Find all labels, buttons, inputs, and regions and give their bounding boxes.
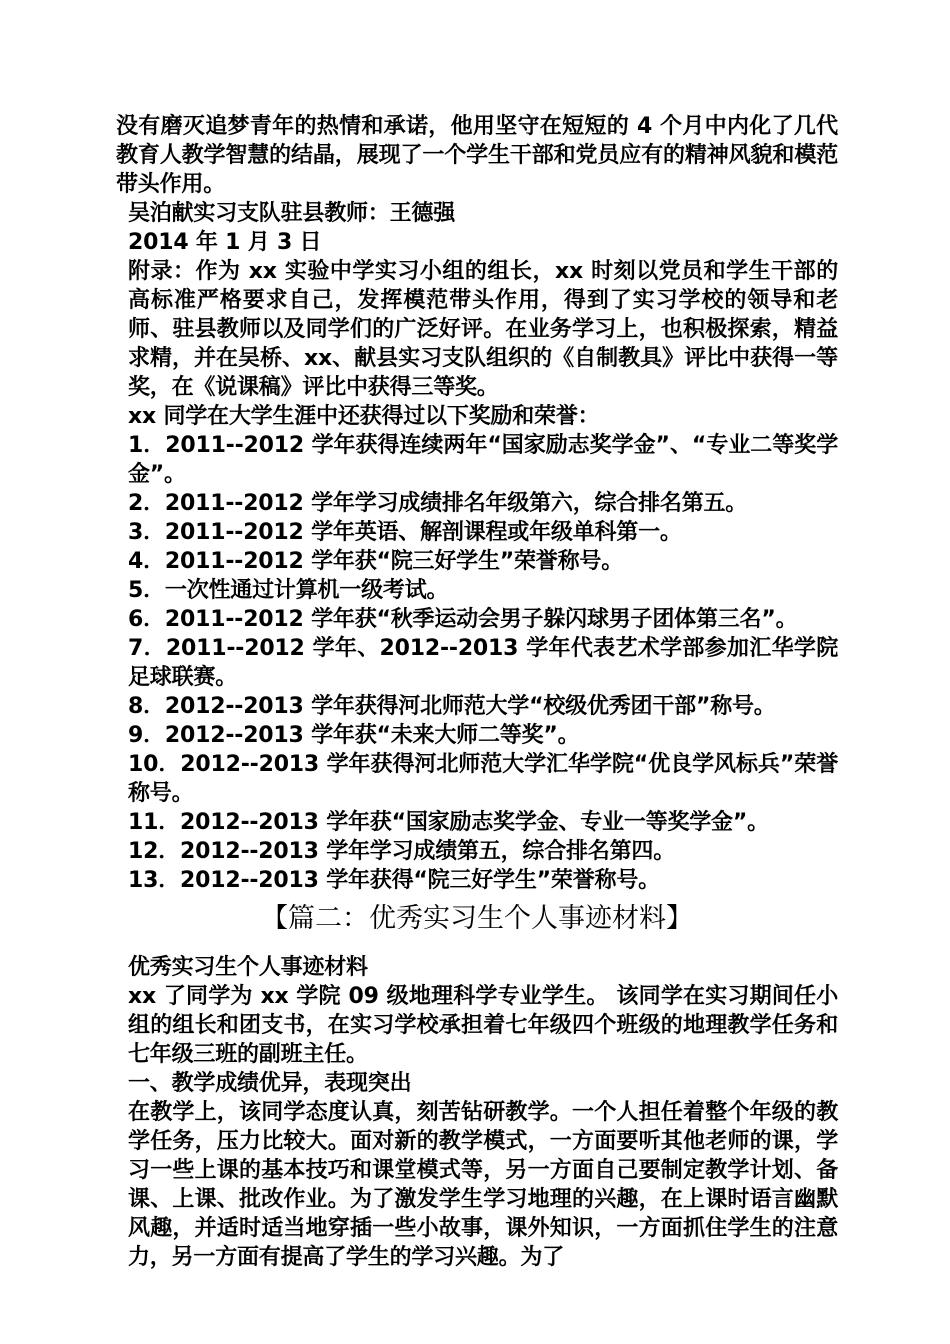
- award-item: 7．2011--2012 学年、2012--2013 学年代表艺术学部参加汇华学院足球联赛。: [128, 636, 838, 690]
- section-heading: 【篇二：优秀实习生个人事迹材料】: [261, 903, 693, 934]
- award-item: 9．2012--2013 学年获“未来大师二等奖”。: [128, 723, 580, 748]
- award-item: 11．2012--2013 学年获“国家励志奖学金、专业一等奖学金”。: [128, 810, 769, 835]
- award-item: 13．2012--2013 学年获得“院三好学生”荣誉称号。: [128, 868, 660, 893]
- award-item: 6．2011--2012 学年获“秋季运动会男子躲闪球男子团体第三名”。: [128, 607, 798, 632]
- award-item: 10．2012--2013 学年获得河北师范大学汇华学院“优良学风标兵”荣誉称号。: [128, 752, 838, 806]
- award-item: 12．2012--2013 学年学习成绩第五，综合排名第四。: [128, 839, 675, 864]
- award-item: 3．2011--2012 学年英语、解剖课程或年级单科第一。: [128, 520, 682, 545]
- section-title: 优秀实习生个人事迹材料: [128, 955, 368, 980]
- awards-intro: xx 同学在大学生涯中还获得过以下奖励和荣誉：: [128, 404, 600, 429]
- document-page: [116, 112, 838, 1272]
- teacher-signature: 吴泊献实习支队驻县教师：王德强: [128, 201, 456, 226]
- award-item: 4．2011--2012 学年获“院三好学生”荣誉称号。: [128, 549, 624, 574]
- awards-list: [116, 431, 838, 895]
- award-item: 2．2011--2012 学年学习成绩排名年级第六，综合排名第五。: [128, 491, 748, 516]
- award-item: 1．2011--2012 学年获得连续两年“国家励志奖学金”、“专业二等奖学金”。: [128, 433, 838, 487]
- body-paragraph: 在教学上，该同学态度认真，刻苦钻研教学。一个人担任着整个年级的教学任务，压力比较大。面对新的教学模式，一方面要听其他老师的课，学习一些上课的基本技巧和课堂模式等，另一方面自己要制定教学计划、备课、上课、批改作业。为了激发学生学习地理的兴趣，在上课时语言幽默风趣，并适时适当地穿插一些小故事，课外知识，一方面抓住学生的注意力，另一方面有提高了学生的学习兴趣。为了: [128, 1100, 838, 1270]
- award-item: 8．2012--2013 学年获得河北师范大学“校级优秀团干部”称号。: [128, 694, 776, 719]
- appendix-paragraph: 附录：作为 xx 实验中学实习小组的组长，xx 时刻以党员和学生干部的高标准严格要求自己，发挥模范带头作用，得到了实习学校的领导和老师、驻县教师以及同学们的广泛好评。在业务学习上，也积极探索，精益求精，并在吴桥、xx、献县实习支队组织的《自制教具》评比中获得一等奖，在《说课稿》评比中获得三等奖。: [128, 259, 838, 400]
- signature-date: 2014 年 1 月 3 日: [128, 230, 322, 255]
- subheading: 一、教学成绩优异，表现突出: [128, 1071, 412, 1096]
- intro-paragraph: xx 了同学为 xx 学院 09 级地理科学专业学生。 该同学在实习期间任小组的组长和团支书，在实习学校承担着七年级四个班级的地理教学任务和七年级三班的副班主任。: [128, 984, 838, 1067]
- award-item: 5．一次性通过计算机一级考试。: [128, 578, 449, 603]
- paragraph-continuation: 没有磨灭追梦青年的热情和承诺，他用坚守在短短的 4 个月中内化了几代教育人教学智慧的结晶，展现了一个学生干部和党员应有的精神风貌和模范带头作用。: [116, 114, 838, 197]
